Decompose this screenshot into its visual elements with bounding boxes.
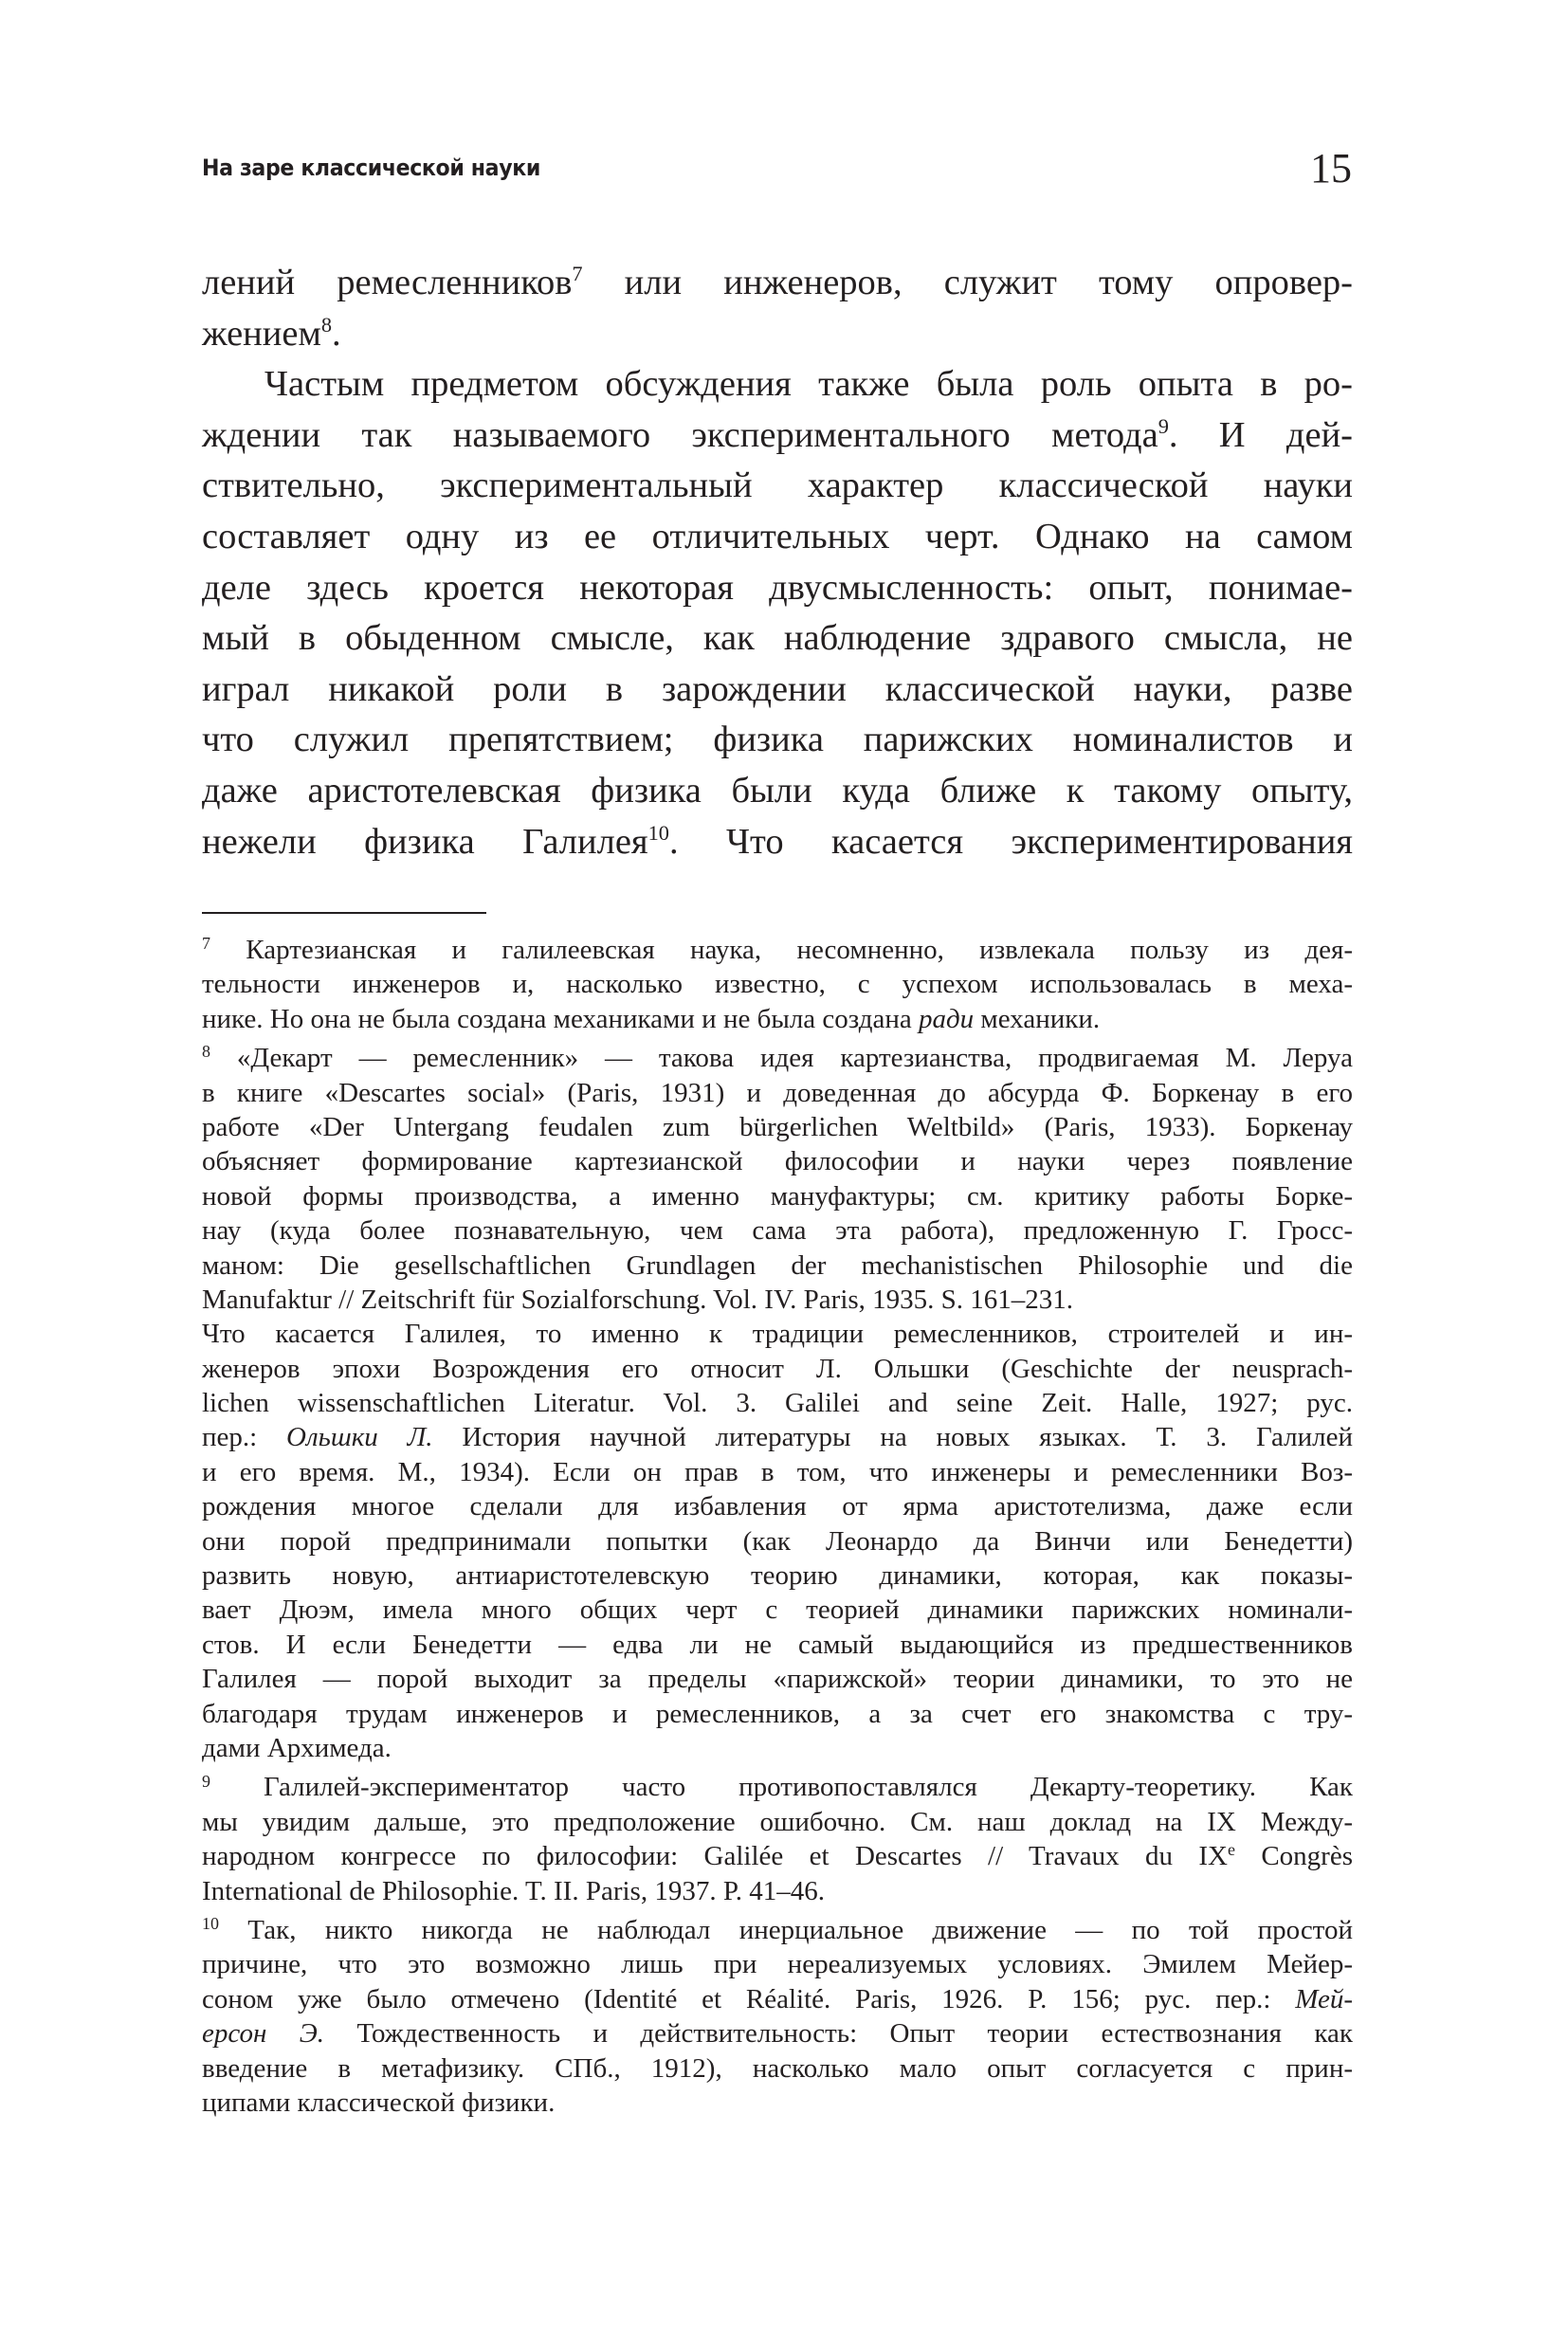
- text-run: ждении так называемого экспериментального метода: [202, 414, 1158, 455]
- footnote-line: [202, 1110, 1353, 1144]
- text-run: мы увидим дальше, это предположение ошибочно. См. наш доклад на IX Между-: [202, 1806, 1353, 1837]
- text-run: Частым предметом обсуждения также была роль опыта в ро-: [264, 364, 1353, 405]
- text-run: .: [332, 313, 341, 354]
- text-run: Что касается Галилея, то именно к традиции ремесленников, строителей и ин-: [202, 1319, 1353, 1350]
- text-run: составляет одну из ее отличительных черт. Однако на самом: [202, 516, 1353, 556]
- footnote-line: [202, 1283, 1353, 1317]
- main-text: [202, 258, 1353, 867]
- body-line: [202, 410, 1353, 462]
- footnote-marker: 9: [202, 1771, 210, 1791]
- text-run: Тождественность и действительность: Опыт теории естествознания как: [324, 2018, 1353, 2050]
- text-run: соном уже было отмечено (Identité et Réalité. Paris, 1926. P. 156; рус. пер.:: [202, 1983, 1296, 2014]
- footnote-line: [202, 1558, 1353, 1593]
- footnote-line: [202, 1420, 1353, 1454]
- text-run: деле здесь кроется некоторая двусмысленность: опыт, понимае-: [202, 567, 1353, 608]
- text-run: даже аристотелевская физика были куда ближе к такому опыту,: [202, 770, 1353, 811]
- text-run: . Что касается экспериментирования: [668, 821, 1354, 862]
- footnote-line: [202, 967, 1353, 1001]
- text-run: «Декарт — ремесленник» — такова идея картезианства, продвигаемая М. Леруа: [210, 1043, 1353, 1074]
- text-run: . И дей-: [1168, 414, 1353, 455]
- body-line: [202, 258, 1353, 309]
- footnote-marker: 8: [202, 1042, 210, 1062]
- text-run: развить новую, антиаристотелевскую теорию динамики, которая, как показы-: [202, 1560, 1353, 1592]
- footnote-line: [202, 1248, 1353, 1283]
- footnote-line: [202, 1770, 1353, 1804]
- footnote-8: [202, 1041, 1353, 1765]
- body-line: [202, 715, 1353, 766]
- footnote-line: [202, 2086, 1353, 2120]
- footnote-line: [202, 1455, 1353, 1489]
- footnote-marker: 10: [647, 820, 669, 845]
- footnote-line: [202, 1805, 1353, 1839]
- footnote-line: [202, 1386, 1353, 1420]
- text-run: Галилея — порой выходит за пределы «парижской» теории динамики, то это не: [202, 1664, 1353, 1695]
- footnote-line: [202, 1982, 1353, 2016]
- text-run: пер.:: [202, 1422, 287, 1453]
- footnote-line: [202, 2051, 1353, 2086]
- text-run: народном конгрессе по философии: Galilée et Descartes // Travaux du IX: [202, 1841, 1228, 1872]
- text-run: International de Philosophie. T. II. Paris, 1937. P. 41–46.: [202, 1875, 826, 1906]
- text-run: введение в метафизику. СПб., 1912), насколько мало опыт согласуется с прин-: [202, 2052, 1353, 2084]
- footnote-line: [202, 1489, 1353, 1523]
- text-run: рождения многое сделали для избавления от ярма аристотелизма, даже если: [202, 1491, 1353, 1522]
- text-run: вает Дюэм, имела много общих черт с теорией динамики парижских номинали-: [202, 1595, 1353, 1626]
- footnote-line: [202, 1002, 1353, 1036]
- footnote-line: [202, 1041, 1353, 1075]
- text-run: играл никакой роли в зарождении классической науки, разве: [202, 668, 1353, 709]
- body-line: [202, 461, 1353, 512]
- italic-text: Мей-: [1295, 1983, 1353, 2014]
- footnote-line: [202, 2016, 1353, 2050]
- italic-text: ерсон Э.: [202, 2018, 325, 2050]
- body-line: [202, 563, 1353, 614]
- footnote-separator-rule: [202, 912, 486, 914]
- footnote-line: [202, 1144, 1353, 1178]
- text-run: Congrès: [1234, 1841, 1353, 1872]
- text-run: ципами классической физики.: [202, 2087, 556, 2118]
- text-run: Галилей-экспериментатор часто противопоставлялся Декарту-теоретику. Как: [210, 1772, 1353, 1803]
- text-run: в книге «Descartes social» (Paris, 1931) и доведенная до абсурда Ф. Боркенау в его: [202, 1077, 1353, 1108]
- text-run: нежели физика Галилея: [202, 821, 648, 862]
- footnote-line: [202, 1628, 1353, 1662]
- body-line: [202, 359, 1353, 410]
- body-line: [202, 817, 1353, 868]
- footnote-line: [202, 1352, 1353, 1386]
- text-run: тельности инженеров и, насколько известно, с успехом использовалась в меха-: [202, 969, 1353, 1000]
- footnote-line: [202, 1317, 1353, 1351]
- text-run: Картезианская и галилеевская наука, несомненно, извлекала пользу из дея-: [210, 935, 1353, 965]
- page-number: 15: [1310, 145, 1352, 191]
- text-run: дами Архимеда.: [202, 1732, 392, 1763]
- footnote-line: [202, 1913, 1353, 1947]
- body-line: [202, 512, 1353, 563]
- footnote-9: [202, 1770, 1353, 1908]
- text-run: лений ремесленников: [202, 263, 573, 302]
- text-run: История научной литературы на новых языках. Т. 3. Галилей: [432, 1422, 1353, 1453]
- footnote-line: [202, 1662, 1353, 1696]
- text-run: женеров эпохи Возрождения его относит Л. Ольшки (Geschichte der neusprach-: [202, 1353, 1353, 1384]
- text-run: благодаря трудам инженеров и ремесленников, а за счет его знакомства с тру-: [202, 1698, 1353, 1729]
- footnote-marker: 8: [320, 312, 333, 337]
- footnote-line: [202, 1731, 1353, 1765]
- body-line: [202, 665, 1353, 716]
- body-line: [202, 309, 1353, 360]
- footnote-line: [202, 1179, 1353, 1213]
- text-run: причине, что это возможно лишь при нереализуемых условиях. Эмилем Мейер-: [202, 1949, 1353, 1980]
- text-run: Так, никто никогда не наблюдал инерциальное движение — по той простой: [218, 1914, 1353, 1945]
- text-run: или инженеров, служит тому опровер-: [582, 263, 1353, 302]
- text-run: жением: [202, 313, 321, 354]
- footnote-line: [202, 1874, 1353, 1908]
- text-run: они порой предпринимали попытки (как Леонардо да Винчи или Бенедетти): [202, 1525, 1353, 1557]
- running-head-title: На заре классической науки: [202, 155, 540, 181]
- footnote-line: [202, 1697, 1353, 1731]
- body-line: [202, 613, 1353, 665]
- text-run: что служил препятствием; физика парижских номиналистов и: [202, 720, 1353, 760]
- footnotes: [202, 933, 1353, 2124]
- footnote-marker: 9: [1158, 413, 1169, 438]
- footnote-marker: 10: [202, 1914, 219, 1934]
- footnote-marker: 7: [202, 934, 210, 954]
- footnote-10: [202, 1913, 1353, 2120]
- footnote-7: [202, 933, 1353, 1036]
- footnote-line: [202, 1524, 1353, 1558]
- text-run: маном: Die gesellschaftlichen Grundlagen der mechanistischen Philosophie und die: [202, 1249, 1353, 1281]
- footnote-line: [202, 933, 1353, 967]
- footnote-marker: 7: [572, 262, 583, 286]
- text-run: Manufaktur // Zeitschrift für Sozialforschung. Vol. IV. Paris, 1935. S. 161–231.: [202, 1284, 1074, 1315]
- text-run: нике. Но она не была создана механиками и не была создана: [202, 1003, 919, 1034]
- text-run: объясняет формирование картезианской философии и науки через появление: [202, 1146, 1353, 1177]
- text-run: lichen wissenschaftlichen Literatur. Vol. 3. Galilei and seine Zeit. Halle, 1927; рус.: [202, 1388, 1353, 1419]
- text-run: ствительно, экспериментальный характер классической науки: [202, 465, 1353, 506]
- text-run: механики.: [974, 1003, 1101, 1034]
- text-run: стов. И если Бенедетти — едва ли не самый выдающийся из предшественников: [202, 1629, 1353, 1660]
- italic-text: ради: [918, 1003, 975, 1034]
- footnote-line: [202, 1947, 1353, 1981]
- text-run: нау (куда более познавательную, чем сама эта работа), предложенную Г. Гросс-: [202, 1215, 1353, 1247]
- body-line: [202, 766, 1353, 817]
- text-run: работе «Der Untergang feudalen zum bürgerlichen Weltbild» (Paris, 1933). Боркенау: [202, 1111, 1353, 1142]
- footnote-marker: e: [1227, 1840, 1235, 1860]
- text-run: новой формы производства, а именно мануфактуры; см. критику работы Борке-: [202, 1180, 1353, 1212]
- text-run: и его время. М., 1934). Если он прав в том, что инженеры и ремесленники Воз-: [202, 1456, 1353, 1487]
- italic-text: Ольшки Л.: [286, 1422, 433, 1453]
- text-run: мый в обыденном смысле, как наблюдение здравого смысла, не: [202, 618, 1353, 659]
- footnote-line: [202, 1593, 1353, 1627]
- footnote-line: [202, 1076, 1353, 1110]
- footnote-line: [202, 1213, 1353, 1248]
- footnote-line: [202, 1839, 1353, 1873]
